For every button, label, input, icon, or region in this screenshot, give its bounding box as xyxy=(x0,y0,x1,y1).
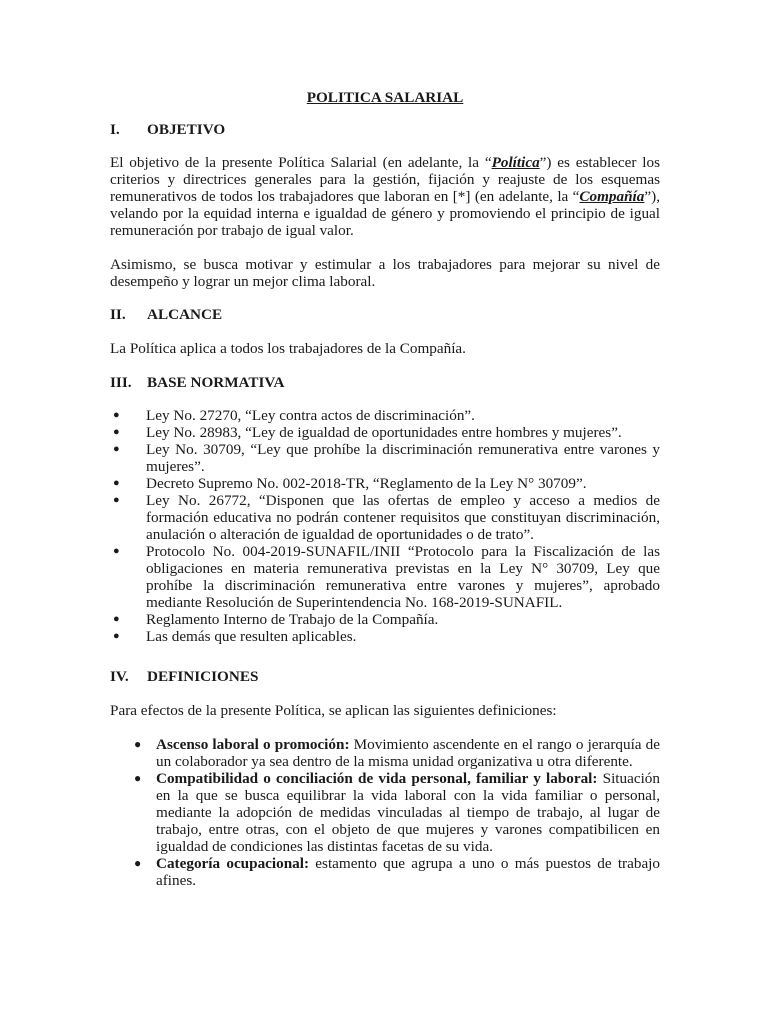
list-item xyxy=(110,475,660,492)
section-number: IV. xyxy=(110,668,129,685)
defined-term-politica: Política xyxy=(491,154,540,171)
definition-item xyxy=(134,770,660,855)
bullet-icon: ● xyxy=(113,494,120,506)
bullet-icon: ● xyxy=(113,613,120,625)
section-heading-base-normativa xyxy=(110,374,284,391)
definition-item xyxy=(134,855,660,889)
bullet-icon: ● xyxy=(134,771,142,785)
base-normativa-list xyxy=(110,407,660,645)
list-item xyxy=(110,492,660,543)
definition-text: Movimiento ascendente en el rango o jerarquía de un colaborador ya sea dentro de la misma unidad organizativa u otra diferente. xyxy=(156,736,661,770)
section-title: ALCANCE xyxy=(147,306,223,323)
text-run: El objetivo de la presente Política Salarial (en adelante, la “ xyxy=(110,154,492,171)
bullet-icon: ● xyxy=(113,443,120,455)
objetivo-paragraph-2: Asimismo, se busca motivar y estimular a los trabajadores para mejorar su nivel de desempeño y lograr un mejor clima laboral. xyxy=(110,256,660,290)
list-item xyxy=(110,628,660,645)
list-item-text: Reglamento Interno de Trabajo de la Compañía. xyxy=(146,611,439,628)
section-number: III. xyxy=(110,374,132,391)
list-item-text: Ley No. 26772, “Disponen que las ofertas de empleo y acceso a medios de formación educativa no podrán contener requisitos que constituyan discriminación, anulación o alteración de igualdad de oportunidades o de trato”. xyxy=(146,492,660,543)
bullet-icon: ● xyxy=(134,737,142,751)
list-item xyxy=(110,407,660,424)
list-item-text: Protocolo No. 004-2019-SUNAFIL/INII “Protocolo para la Fiscalización de las obligaciones en materia remunerativa previstas en la Ley N° 30709, Ley que prohíbe la discriminación remunerativa entre varones y mujeres”, aprobado mediante Resolución de Superintendencia No. 168-2019-SUNAFIL. xyxy=(146,543,660,611)
text-run: ”), velando por la equidad interna e igualdad de género y promoviendo el principio de igual remuneración por trabajo de igual valor. xyxy=(110,188,660,239)
section-heading-objetivo xyxy=(110,121,225,138)
text-run: ”) es establecer los criterios y directrices generales para la gestión, fijación y reajuste de los esquemas remunerativos de todos los trabajadores que laboran en [*] (en adelante, la “ xyxy=(110,154,660,205)
definiciones-intro: Para efectos de la presente Política, se aplican las siguientes definiciones: xyxy=(110,702,557,719)
bullet-icon: ● xyxy=(113,630,120,642)
section-title: BASE NORMATIVA xyxy=(147,374,285,391)
alcance-paragraph: La Política aplica a todos los trabajadores de la Compañía. xyxy=(110,340,466,357)
list-item xyxy=(110,611,660,628)
definiciones-list xyxy=(134,736,661,889)
list-item xyxy=(110,441,660,475)
definition-item xyxy=(134,736,661,770)
definition-text: Situación en la que se busca equilibrar la vida laboral con la vida familiar o personal, mediante la adopción de medidas vinculadas al tiempo de trabajo, al lugar de trabajo, entre otras, con el objeto de que mujeres y varones compatibilicen en igualdad de condiciones las distintas facetas de su vida. xyxy=(156,770,660,855)
list-item-text: Ley No. 30709, “Ley que prohíbe la discriminación remunerativa entre varones y mujeres”. xyxy=(146,441,660,475)
section-number: II. xyxy=(110,306,126,323)
list-item-text: Ley No. 28983, “Ley de igualdad de oportunidades entre hombres y mujeres”. xyxy=(146,424,622,441)
bullet-icon: ● xyxy=(113,426,120,438)
section-number: I. xyxy=(110,121,120,138)
list-item-text: Las demás que resulten aplicables. xyxy=(146,628,357,645)
list-item xyxy=(110,424,660,441)
section-title: OBJETIVO xyxy=(147,121,226,138)
section-heading-definiciones xyxy=(110,668,258,685)
definition-term: Ascenso laboral o promoción: xyxy=(156,736,350,753)
bullet-icon: ● xyxy=(113,545,120,557)
definition-text: estamento que agrupa a uno o más puestos de trabajo afines. xyxy=(156,855,660,889)
bullet-icon: ● xyxy=(113,477,120,489)
bullet-icon: ● xyxy=(134,856,142,870)
section-title: DEFINICIONES xyxy=(147,668,259,685)
bullet-icon: ● xyxy=(113,409,120,421)
definition-term: Compatibilidad o conciliación de vida personal, familiar y laboral: xyxy=(156,770,598,787)
list-item-text: Decreto Supremo No. 002-2018-TR, “Reglamento de la Ley N° 30709”. xyxy=(146,475,587,492)
definition-term: Categoría ocupacional: xyxy=(156,855,310,872)
section-heading-alcance xyxy=(110,306,222,323)
document-title: POLITICA SALARIAL xyxy=(306,89,464,106)
list-item-text: Ley No. 27270, “Ley contra actos de discriminación”. xyxy=(146,407,475,424)
objetivo-paragraph-1 xyxy=(110,154,660,239)
list-item xyxy=(110,543,660,611)
defined-term-compania: Compañía xyxy=(579,188,645,205)
